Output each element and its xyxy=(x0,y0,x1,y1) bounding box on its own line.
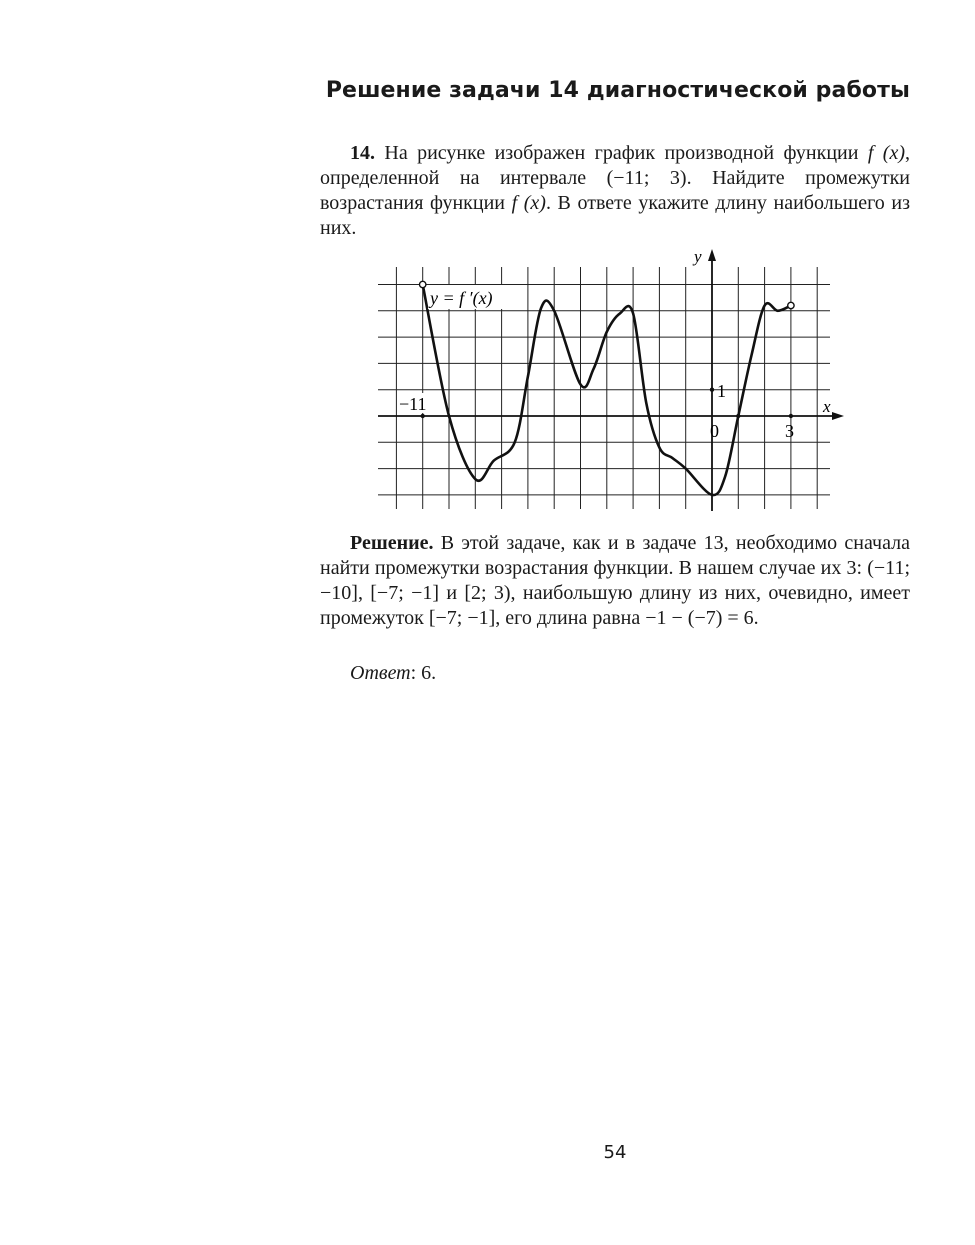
problem-text-1: На рисунке изображен график производной функции xyxy=(375,142,868,164)
tick-label-one: 1 xyxy=(717,381,726,401)
function-notation-2: f (x) xyxy=(511,192,546,214)
problem-statement xyxy=(320,141,910,241)
solution-text: В этой задаче, как и в задаче 13, необходимо сначала найти промежутки возрастания функции. В нашем случае их 3: (−11; −10], [−7; −1] и [2; 3), наибольшую длину из них, очевидно, имеет промежуток [−7; −1], его длина равна −1 − (−7) = 6. xyxy=(320,532,910,629)
tick-dot xyxy=(421,414,425,418)
curve-label: y = f ′(x) xyxy=(430,288,493,308)
solution xyxy=(320,531,910,631)
tick-dot xyxy=(710,388,714,392)
tick-label-three: 3 xyxy=(785,421,794,441)
function-notation-1: f (x) xyxy=(867,142,905,164)
tick-label-zero: 0 xyxy=(710,421,719,441)
problem-number: 14. xyxy=(350,142,375,164)
derivative-graph xyxy=(370,245,850,515)
answer-label: Ответ xyxy=(350,662,411,684)
solution-label: Решение. xyxy=(350,532,434,554)
page-title: Решение задачи 14 диагностической работы xyxy=(325,78,910,103)
problem-text-3: . В ответе укажите длину наибольшего из них. xyxy=(320,192,910,239)
answer xyxy=(350,661,750,686)
y-axis-label: y xyxy=(694,247,702,266)
y-axis-arrow xyxy=(708,249,716,261)
page-number: 54 xyxy=(603,1142,627,1163)
tick-dot xyxy=(789,414,793,418)
open-endpoint xyxy=(788,302,794,308)
problem-text-2: , определенной на интервале (−11; 3). Найдите промежутки возрастания функции xyxy=(320,142,910,214)
x-axis-arrow xyxy=(832,412,844,420)
open-endpoint xyxy=(420,281,426,287)
tick-label-neg11: −11 xyxy=(399,394,427,414)
answer-value: : 6. xyxy=(410,662,437,684)
x-axis-label: x xyxy=(823,397,831,416)
